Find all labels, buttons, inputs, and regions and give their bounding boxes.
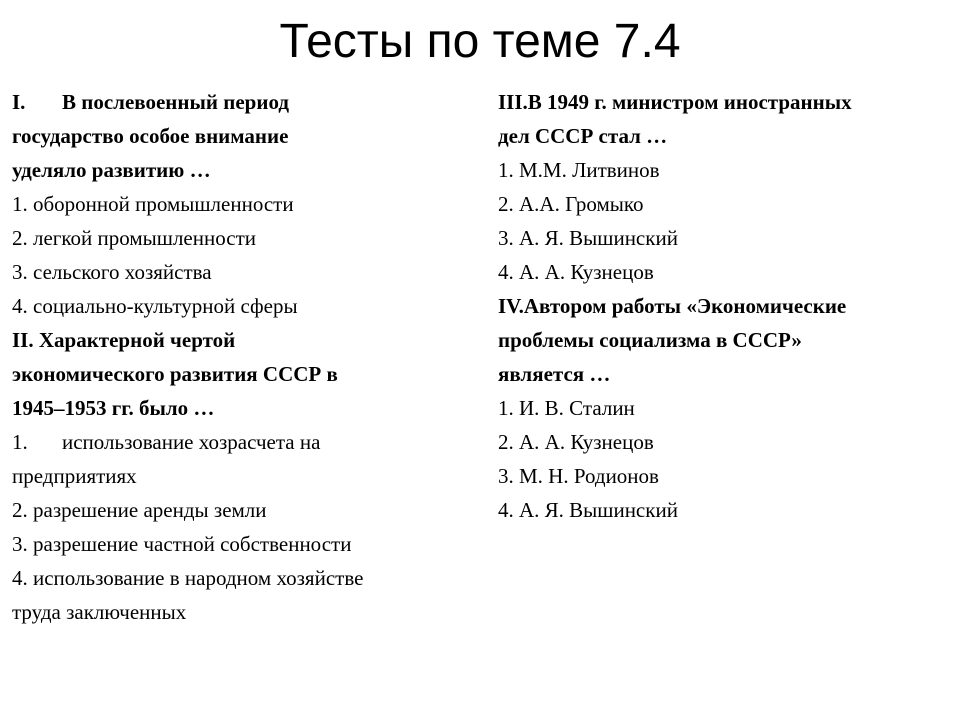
question-1-line: государство особое внимание (12, 124, 289, 148)
answer-option-continuation: предприятиях (12, 464, 137, 488)
question-3-line: дел СССР стал … (498, 124, 668, 148)
answer-option: 4. А. Я. Вышинский (498, 498, 678, 522)
answer-option: 3. сельского хозяйства (12, 260, 212, 284)
answer-option: 4. А. А. Кузнецов (498, 260, 654, 284)
answer-option-text: использование хозрасчета на (62, 430, 321, 454)
answer-option: 1. М.М. Литвинов (498, 158, 660, 182)
answer-option: 3. разрешение частной собственности (12, 532, 352, 556)
answer-option: 2. легкой промышленности (12, 226, 256, 250)
question-1-line (12, 85, 482, 119)
answer-option: 2. разрешение аренды земли (12, 498, 267, 522)
answer-option (12, 425, 482, 459)
answer-option: 4. использование в народном хозяйстве (12, 566, 364, 590)
question-2-line: экономического развития СССР в (12, 362, 338, 386)
right-column (498, 85, 953, 527)
answer-option: 1. оборонной промышленности (12, 192, 294, 216)
answer-option-continuation: труда заключенных (12, 600, 187, 624)
question-1-number: I. (12, 90, 26, 114)
answer-option: 3. А. Я. Вышинский (498, 226, 678, 250)
answer-option: 4. социально-культурной сферы (12, 294, 298, 318)
question-1-text: В послевоенный период (62, 90, 289, 114)
question-2-line: II. Характерной чертой (12, 328, 236, 352)
left-column (12, 85, 482, 629)
question-2-line: 1945–1953 гг. было … (12, 396, 215, 420)
question-4-line: IV.Автором работы «Экономические (498, 294, 847, 318)
question-1-line: уделяло развитию … (12, 158, 211, 182)
answer-option-number: 1. (12, 430, 28, 454)
answer-option: 2. А. А. Кузнецов (498, 430, 654, 454)
question-4-line: является … (498, 362, 611, 386)
question-4-line: проблемы социализма в СССР» (498, 328, 802, 352)
slide-title: Тесты по теме 7.4 (279, 15, 681, 68)
answer-option: 1. И. В. Сталин (498, 396, 635, 420)
answer-option: 3. М. Н. Родионов (498, 464, 659, 488)
answer-option: 2. А.А. Громыко (498, 192, 644, 216)
question-3-line: III.В 1949 г. министром иностранных (498, 90, 852, 114)
